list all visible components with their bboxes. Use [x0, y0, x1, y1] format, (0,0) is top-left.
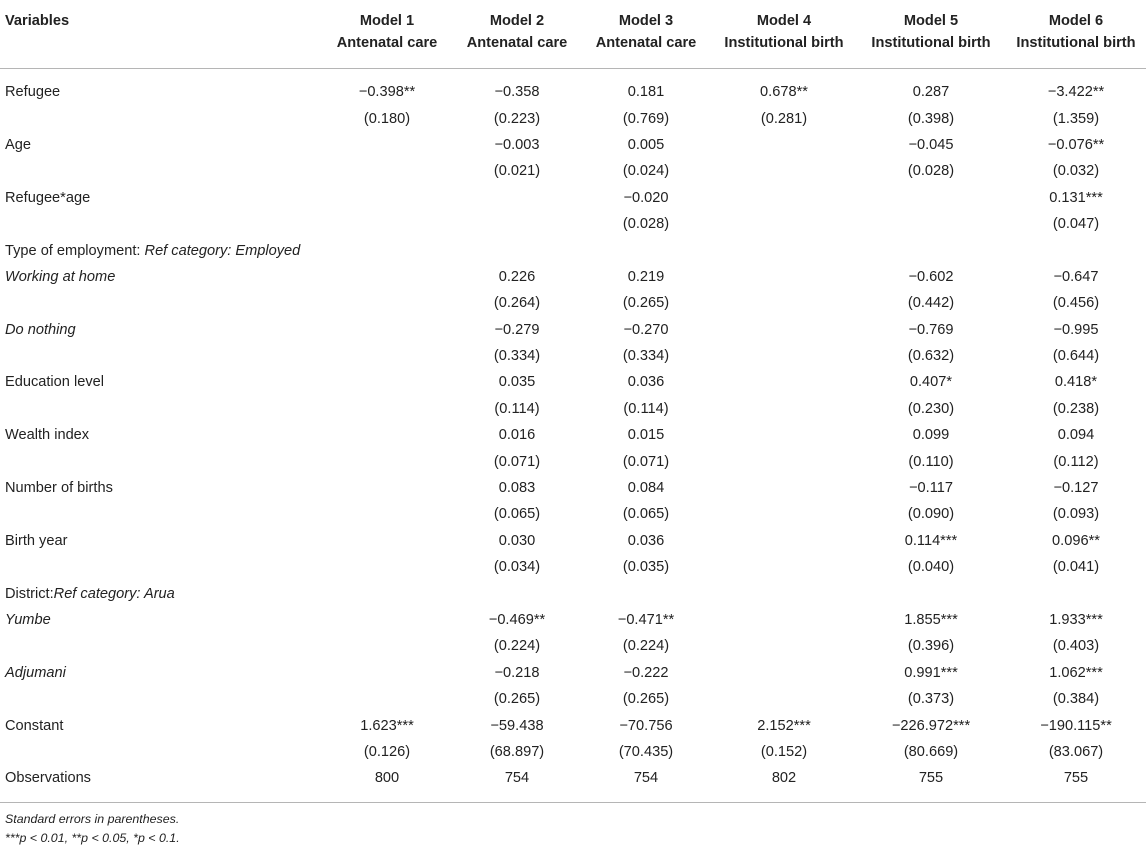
- coefficient-cell: 754: [580, 765, 712, 802]
- standard-error-cell: (0.041): [1052, 559, 1100, 576]
- standard-error-cell: [712, 554, 856, 580]
- standard-error-cell: [856, 211, 1006, 237]
- standard-error-cell: (0.265): [493, 691, 541, 708]
- coefficient-cell: [320, 264, 454, 290]
- standard-error-cell: (0.021): [493, 163, 541, 180]
- standard-error-cell: (0.223): [493, 110, 541, 127]
- coefficient-cell: 1.623***: [360, 717, 414, 734]
- standard-error-cell: (0.384): [1052, 691, 1100, 708]
- standard-error-cell: (0.264): [493, 295, 541, 312]
- coefficient-cell: 755: [856, 765, 1006, 802]
- coefficient-cell: −0.471**: [617, 612, 675, 628]
- coefficient-cell: 0.096**: [1052, 532, 1100, 549]
- standard-error-row: [0, 554, 1146, 580]
- model-6-name: Model 6: [1048, 13, 1104, 29]
- standard-error-cell: (0.265): [622, 295, 670, 312]
- model-3-outcome: Antenatal care: [580, 34, 712, 69]
- section-reference-category: Ref category: Employed: [144, 242, 301, 259]
- section-title: District:: [5, 585, 54, 602]
- standard-error-cell: [320, 158, 454, 184]
- standard-error-cell: [712, 633, 856, 659]
- standard-error-cell: (0.152): [760, 743, 808, 760]
- standard-error-row: [0, 448, 1146, 474]
- standard-error-row: [0, 211, 1146, 237]
- coefficient-row: [0, 660, 1146, 686]
- coefficient-row: [0, 422, 1146, 448]
- standard-error-row: [0, 396, 1146, 422]
- coefficient-cell: 0.226: [498, 268, 536, 285]
- model-4-name: Model 4: [756, 13, 812, 29]
- standard-error-cell: [320, 290, 454, 316]
- standard-error-cell: (0.238): [1052, 400, 1100, 417]
- standard-error-cell: [320, 554, 454, 580]
- label-spacer: [0, 739, 320, 765]
- label-spacer: [0, 686, 320, 712]
- standard-error-cell: [712, 211, 856, 237]
- coefficient-cell: −0.117: [909, 480, 953, 497]
- standard-error-cell: (0.112): [1053, 453, 1099, 470]
- coefficient-cell: −0.218: [494, 664, 540, 681]
- coefficient-cell: 0.418*: [1054, 374, 1098, 391]
- standard-error-cell: (0.040): [907, 559, 955, 576]
- standard-error-row: [0, 633, 1146, 659]
- label-spacer: [0, 448, 320, 474]
- coefficient-cell: 754: [454, 765, 580, 802]
- standard-error-cell: (83.067): [1048, 743, 1104, 760]
- coefficient-row: [0, 132, 1146, 158]
- coefficient-cell: −0.398**: [358, 84, 416, 101]
- coefficient-cell: [320, 528, 454, 554]
- standard-error-cell: (0.071): [493, 453, 541, 470]
- coefficient-cell: [712, 185, 856, 211]
- coefficient-cell: −70.756: [619, 717, 673, 734]
- variables-header: Variables: [5, 13, 70, 29]
- standard-error-cell: (68.897): [489, 743, 545, 760]
- coefficient-row: [0, 475, 1146, 501]
- standard-error-cell: (0.071): [622, 453, 670, 470]
- label-spacer: [0, 501, 320, 527]
- coefficient-cell: 0.035: [498, 374, 536, 391]
- coefficient-cell: 0.094: [1057, 427, 1095, 444]
- label-spacer: [0, 554, 320, 580]
- model-5-name: Model 5: [903, 13, 959, 29]
- standard-error-cell: [320, 211, 454, 237]
- section-label: [0, 580, 1146, 606]
- variable-label: Refugee: [5, 84, 61, 101]
- standard-error-cell: (0.373): [907, 691, 955, 708]
- coefficient-cell: 0.678**: [760, 84, 808, 101]
- standard-error-cell: (0.126): [363, 743, 411, 760]
- coefficient-cell: [712, 317, 856, 343]
- label-spacer: [0, 290, 320, 316]
- coefficient-cell: 0.219: [627, 268, 665, 285]
- standard-error-cell: (0.180): [363, 110, 411, 127]
- coefficient-cell: [320, 185, 454, 211]
- coefficient-row: [0, 185, 1146, 211]
- standard-error-cell: (0.024): [622, 163, 670, 180]
- coefficient-cell: 0.036: [627, 532, 665, 549]
- standard-error-cell: (0.093): [1052, 506, 1100, 523]
- coefficient-cell: [712, 607, 856, 633]
- section-label: [0, 237, 1146, 263]
- coefficient-cell: [320, 317, 454, 343]
- coefficient-cell: −0.045: [908, 136, 954, 153]
- standard-error-cell: (0.281): [760, 110, 808, 127]
- standard-error-cell: (0.632): [907, 348, 955, 365]
- label-spacer: [0, 633, 320, 659]
- standard-error-row: [0, 158, 1146, 184]
- standard-error-cell: (0.265): [622, 691, 670, 708]
- model-2-outcome: Antenatal care: [454, 34, 580, 69]
- standard-error-cell: [320, 633, 454, 659]
- coefficient-cell: [712, 660, 856, 686]
- coefficient-cell: −0.647: [1053, 268, 1099, 285]
- coefficient-cell: 0.016: [498, 427, 536, 444]
- coefficient-cell: [712, 369, 856, 395]
- standard-error-row: [0, 343, 1146, 369]
- coefficient-cell: 0.407*: [909, 374, 953, 391]
- standard-error-cell: [320, 501, 454, 527]
- coefficient-cell: [320, 475, 454, 501]
- standard-error-cell: (0.035): [622, 559, 670, 576]
- coefficient-cell: 2.152***: [757, 717, 811, 734]
- standard-error-cell: (0.028): [622, 216, 670, 233]
- standard-error-cell: [320, 396, 454, 422]
- coefficient-cell: 1.933***: [1049, 612, 1103, 628]
- standard-error-cell: (0.644): [1052, 348, 1100, 365]
- note-significance: ***p < 0.01, **p < 0.05, *p < 0.1.: [5, 831, 180, 845]
- coefficient-cell: [712, 422, 856, 448]
- standard-error-cell: (0.065): [622, 506, 670, 523]
- label-spacer: [0, 158, 320, 184]
- coefficient-cell: −0.222: [623, 664, 669, 681]
- coefficient-cell: −0.602: [908, 268, 954, 285]
- coefficient-cell: −0.020: [623, 189, 669, 206]
- coefficient-cell: 800: [320, 765, 454, 802]
- coefficient-cell: −0.769: [908, 321, 954, 338]
- standard-error-cell: (0.114): [623, 400, 669, 417]
- standard-error-cell: (0.224): [622, 638, 670, 655]
- coefficient-cell: 0.084: [627, 480, 665, 497]
- coefficient-cell: 0.287: [912, 84, 950, 101]
- model-1-name: Model 1: [359, 13, 415, 29]
- coefficient-cell: −226.972***: [891, 717, 971, 734]
- variable-label: Wealth index: [5, 427, 90, 444]
- coefficient-cell: [712, 475, 856, 501]
- section-row: [0, 237, 1146, 263]
- coefficient-row: [0, 607, 1146, 633]
- coefficient-row: [0, 317, 1146, 343]
- standard-error-cell: (0.230): [907, 400, 955, 417]
- coefficient-cell: 0.181: [627, 84, 665, 101]
- standard-error-row: [0, 105, 1146, 131]
- label-spacer: [0, 343, 320, 369]
- coefficient-cell: −3.422**: [1047, 84, 1105, 101]
- coefficient-cell: [320, 660, 454, 686]
- model-3-name: Model 3: [618, 13, 674, 29]
- standard-error-cell: (0.114): [494, 400, 540, 417]
- coefficient-cell: [454, 185, 580, 211]
- coefficient-cell: [712, 528, 856, 554]
- standard-error-cell: (0.065): [493, 506, 541, 523]
- coefficient-cell: [320, 607, 454, 633]
- standard-error-cell: (0.032): [1052, 163, 1100, 180]
- coefficient-cell: 1.855***: [904, 612, 958, 628]
- table-notes: [5, 810, 180, 848]
- section-reference-category: Ref category: Arua: [53, 585, 175, 602]
- variable-label: Observations: [0, 765, 320, 802]
- coefficient-cell: 0.099: [912, 427, 950, 444]
- coefficient-cell: 0.083: [498, 480, 536, 497]
- coefficient-cell: 0.991***: [904, 664, 958, 681]
- model-4-outcome: Institutional birth: [712, 34, 856, 69]
- coefficient-cell: 0.005: [627, 136, 665, 153]
- coefficient-cell: [712, 132, 856, 158]
- standard-error-cell: [454, 211, 580, 237]
- note-standard-errors: Standard errors in parentheses.: [5, 812, 180, 826]
- standard-error-cell: (0.334): [493, 348, 541, 365]
- standard-error-row: [0, 290, 1146, 316]
- coefficient-cell: −0.995: [1053, 321, 1099, 338]
- coefficient-row: [0, 528, 1146, 554]
- coefficient-row: [0, 712, 1146, 738]
- standard-error-cell: [712, 686, 856, 712]
- variable-label: Yumbe: [5, 612, 51, 628]
- coefficient-cell: 0.015: [627, 427, 665, 444]
- coefficient-cell: −0.270: [623, 321, 669, 338]
- standard-error-cell: (0.442): [907, 295, 955, 312]
- coefficient-cell: −190.115**: [1040, 717, 1112, 734]
- coefficient-cell: −0.076**: [1047, 136, 1105, 153]
- model-2-name: Model 2: [489, 13, 545, 29]
- coefficient-row: [0, 264, 1146, 290]
- variable-label: Education level: [5, 374, 104, 391]
- standard-error-cell: (1.359): [1052, 110, 1100, 127]
- header-spacer: [0, 34, 320, 69]
- standard-error-row: [0, 501, 1146, 527]
- model-5-outcome: Institutional birth: [856, 34, 1006, 69]
- variable-label: Refugee*age: [5, 189, 91, 206]
- label-spacer: [0, 105, 320, 131]
- coefficient-cell: 1.062***: [1049, 664, 1103, 681]
- label-spacer: [0, 211, 320, 237]
- coefficient-cell: [320, 132, 454, 158]
- standard-error-cell: (0.028): [907, 163, 955, 180]
- coefficient-cell: −0.003: [494, 136, 540, 153]
- variable-label: Constant: [5, 717, 64, 734]
- standard-error-cell: (0.403): [1052, 638, 1100, 655]
- standard-error-cell: [712, 343, 856, 369]
- variable-label: Do nothing: [5, 321, 76, 338]
- coefficient-cell: −0.279: [494, 321, 540, 338]
- table-header: [0, 0, 1146, 69]
- standard-error-cell: (0.456): [1052, 295, 1100, 312]
- standard-error-cell: [320, 448, 454, 474]
- standard-error-cell: [712, 396, 856, 422]
- standard-error-cell: [320, 343, 454, 369]
- standard-error-cell: [712, 158, 856, 184]
- standard-error-cell: (70.435): [618, 743, 674, 760]
- variable-label: Age: [5, 136, 31, 153]
- standard-error-cell: [712, 448, 856, 474]
- variable-label: Birth year: [5, 532, 68, 549]
- section-row: [0, 580, 1146, 606]
- coefficient-cell: −0.469**: [488, 612, 546, 628]
- standard-error-cell: (0.110): [908, 453, 954, 470]
- standard-error-cell: (0.034): [493, 559, 541, 576]
- standard-error-cell: (0.769): [622, 110, 670, 127]
- model-6-outcome: Institutional birth: [1006, 34, 1146, 69]
- coefficient-cell: 0.114***: [904, 532, 958, 549]
- standard-error-cell: (0.398): [907, 110, 955, 127]
- coefficient-cell: −0.358: [494, 84, 540, 101]
- standard-error-cell: (80.669): [903, 743, 959, 760]
- model-1-outcome: Antenatal care: [320, 34, 454, 69]
- coefficient-cell: 0.131***: [1049, 189, 1103, 206]
- coefficient-row: [0, 765, 1146, 802]
- standard-error-cell: (0.047): [1052, 216, 1100, 233]
- standard-error-row: [0, 739, 1146, 765]
- label-spacer: [0, 396, 320, 422]
- variable-label: Working at home: [5, 268, 116, 285]
- coefficient-cell: [712, 264, 856, 290]
- variable-label: Number of births: [5, 480, 113, 497]
- coefficient-cell: 802: [712, 765, 856, 802]
- table-body: [0, 69, 1146, 803]
- variable-label: Adjumani: [5, 664, 66, 681]
- coefficient-row: [0, 69, 1146, 106]
- standard-error-cell: (0.224): [493, 638, 541, 655]
- coefficient-cell: [320, 369, 454, 395]
- standard-error-cell: [712, 290, 856, 316]
- standard-error-cell: [712, 501, 856, 527]
- standard-error-cell: (0.396): [907, 638, 955, 655]
- coefficient-cell: −59.438: [490, 717, 544, 734]
- coefficient-cell: 755: [1006, 765, 1146, 802]
- standard-error-row: [0, 686, 1146, 712]
- coefficient-cell: [320, 422, 454, 448]
- standard-error-cell: (0.090): [907, 506, 955, 523]
- standard-error-cell: [320, 686, 454, 712]
- coefficient-row: [0, 369, 1146, 395]
- section-title: Type of employment:: [5, 242, 145, 259]
- coefficient-cell: −0.127: [1053, 480, 1099, 497]
- standard-error-cell: (0.334): [622, 348, 670, 365]
- coefficient-cell: 0.036: [627, 374, 665, 391]
- coefficient-cell: 0.030: [498, 532, 536, 549]
- coefficient-cell: [856, 185, 1006, 211]
